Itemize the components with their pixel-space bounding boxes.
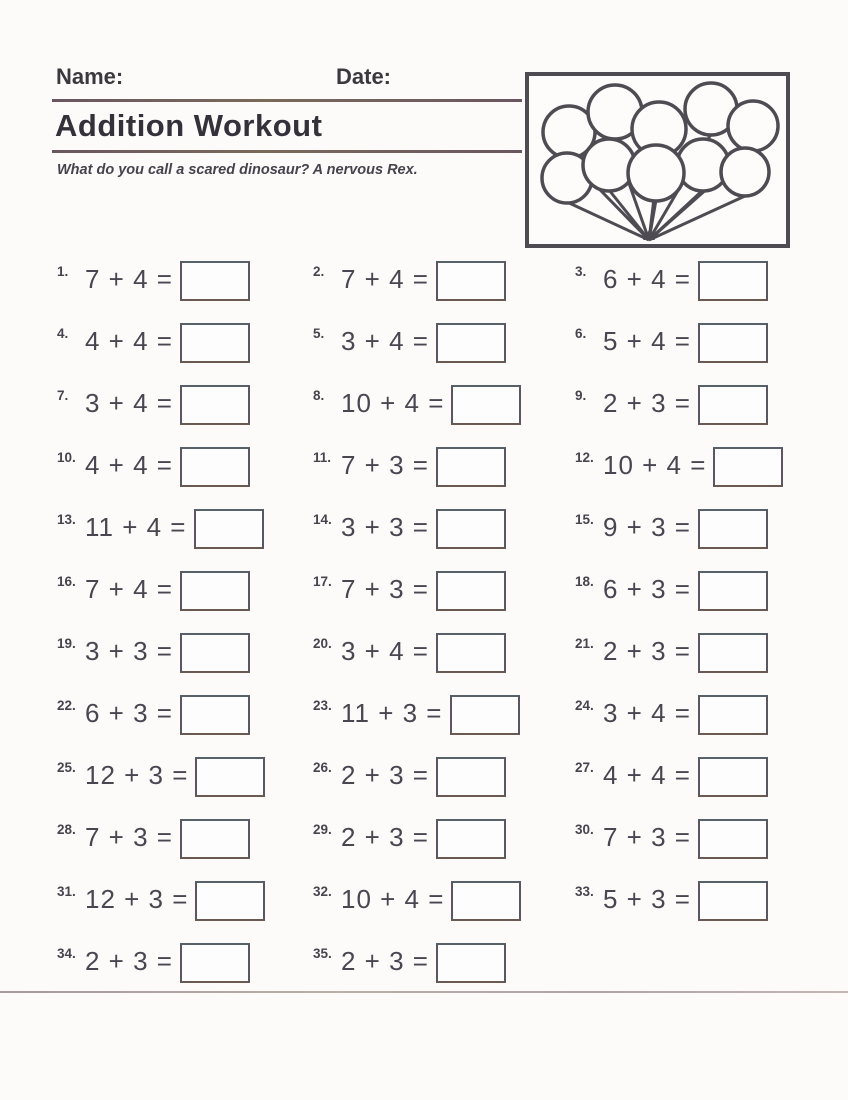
problem-number: 31. — [57, 883, 76, 899]
problem-number: 24. — [575, 697, 594, 713]
problem-number: 30. — [575, 821, 594, 837]
answer-box[interactable] — [195, 881, 265, 921]
problem-number: 13. — [57, 511, 76, 527]
problem-item — [313, 434, 575, 496]
problem-expression: 6 + 3 = — [85, 697, 173, 728]
answer-box[interactable] — [180, 695, 250, 735]
answer-box[interactable] — [436, 509, 506, 549]
problem-number: 12. — [575, 449, 594, 465]
answer-box[interactable] — [698, 695, 768, 735]
problem-expression: 3 + 4 = — [603, 697, 691, 728]
problem-number: 9. — [575, 387, 587, 403]
problem-item — [313, 682, 575, 744]
problem-item — [313, 930, 575, 992]
problem-expression: 10 + 4 = — [603, 449, 707, 480]
answer-box[interactable] — [698, 385, 768, 425]
answer-box[interactable] — [698, 261, 768, 301]
name-label: Name: — [56, 64, 124, 89]
answer-box[interactable] — [713, 447, 783, 487]
problem-number: 14. — [313, 511, 332, 527]
problem-item — [313, 310, 575, 372]
problem-expression: 3 + 4 = — [341, 325, 429, 356]
answer-box[interactable] — [698, 881, 768, 921]
problem-number: 23. — [313, 697, 332, 713]
problem-expression: 7 + 3 = — [85, 821, 173, 852]
problem-expression: 7 + 4 = — [85, 573, 173, 604]
footer-rule — [0, 991, 848, 993]
problem-number: 4. — [57, 325, 69, 341]
problem-number: 11. — [313, 449, 332, 465]
problem-number: 27. — [575, 759, 594, 775]
problem-expression: 6 + 3 = — [603, 573, 691, 604]
problem-number: 18. — [575, 573, 594, 589]
answer-box[interactable] — [698, 571, 768, 611]
answer-box[interactable] — [180, 447, 250, 487]
answer-box[interactable] — [451, 881, 521, 921]
problem-expression: 12 + 3 = — [85, 759, 189, 790]
problem-expression: 3 + 3 = — [341, 511, 429, 542]
problem-number: 34. — [57, 945, 76, 961]
problem-number: 1. — [57, 263, 69, 279]
problem-number: 21. — [575, 635, 594, 651]
problem-expression: 3 + 4 = — [85, 387, 173, 418]
problem-expression: 2 + 3 = — [341, 945, 429, 976]
problem-item — [313, 620, 575, 682]
problem-expression: 9 + 3 = — [603, 511, 691, 542]
answer-box[interactable] — [180, 323, 250, 363]
problem-expression: 11 + 3 = — [341, 697, 443, 728]
problem-expression: 10 + 4 = — [341, 883, 445, 914]
problem-number: 10. — [57, 449, 76, 465]
problem-item — [57, 620, 313, 682]
problem-item — [575, 868, 801, 930]
problem-item — [575, 248, 801, 310]
answer-box[interactable] — [180, 385, 250, 425]
problem-item — [313, 744, 575, 806]
answer-box[interactable] — [194, 509, 264, 549]
answer-box[interactable] — [698, 757, 768, 797]
problem-expression: 7 + 4 = — [341, 263, 429, 294]
problem-expression: 2 + 3 = — [341, 821, 429, 852]
answer-box[interactable] — [451, 385, 521, 425]
problem-expression: 4 + 4 = — [85, 325, 173, 356]
balloon-bunch-illustration — [525, 72, 790, 248]
problem-expression: 2 + 3 = — [603, 635, 691, 666]
title-rule — [52, 150, 522, 153]
answer-box[interactable] — [698, 633, 768, 673]
problem-item — [313, 372, 575, 434]
problem-item — [57, 248, 313, 310]
problem-number: 16. — [57, 573, 76, 589]
problem-item — [575, 558, 801, 620]
answer-box[interactable] — [180, 633, 250, 673]
problem-expression: 11 + 4 = — [85, 511, 187, 542]
problem-item — [57, 310, 313, 372]
answer-box[interactable] — [195, 757, 265, 797]
problem-expression: 7 + 3 = — [603, 821, 691, 852]
problem-item — [575, 496, 801, 558]
problem-item — [57, 930, 313, 992]
problem-number: 29. — [313, 821, 332, 837]
problem-expression: 12 + 3 = — [85, 883, 189, 914]
problem-expression: 3 + 4 = — [341, 635, 429, 666]
date-label: Date: — [336, 64, 392, 89]
problem-item — [575, 806, 801, 868]
problem-item — [313, 496, 575, 558]
answer-box[interactable] — [436, 447, 506, 487]
problem-item — [57, 372, 313, 434]
problem-number: 7. — [57, 387, 69, 403]
problem-number: 3. — [575, 263, 587, 279]
joke-text: What do you call a scared dinosaur? A nervous Rex. — [57, 162, 418, 178]
problem-expression: 2 + 3 = — [85, 945, 173, 976]
problem-number: 19. — [57, 635, 76, 651]
problem-item — [313, 806, 575, 868]
problem-number: 20. — [313, 635, 332, 651]
problem-expression: 5 + 3 = — [603, 883, 691, 914]
answer-box[interactable] — [698, 509, 768, 549]
problem-item — [575, 434, 801, 496]
answer-box[interactable] — [436, 757, 506, 797]
answer-box[interactable] — [436, 571, 506, 611]
answer-box[interactable] — [436, 323, 506, 363]
problem-expression: 10 + 4 = — [341, 387, 445, 418]
answer-box[interactable] — [436, 633, 506, 673]
problem-item — [57, 744, 313, 806]
problem-number: 28. — [57, 821, 76, 837]
problem-expression: 5 + 4 = — [603, 325, 691, 356]
problem-expression: 7 + 4 = — [85, 263, 173, 294]
problem-expression: 2 + 3 = — [341, 759, 429, 790]
problem-item — [313, 248, 575, 310]
problem-number: 5. — [313, 325, 325, 341]
problem-number: 25. — [57, 759, 76, 775]
page-title: Addition Workout — [55, 108, 323, 143]
answer-box[interactable] — [436, 261, 506, 301]
problem-number: 17. — [313, 573, 332, 589]
header-rule — [52, 99, 522, 102]
problem-number: 32. — [313, 883, 332, 899]
problem-item — [57, 806, 313, 868]
problem-expression: 4 + 4 = — [85, 449, 173, 480]
problem-expression: 3 + 3 = — [85, 635, 173, 666]
problem-number: 15. — [575, 511, 594, 527]
problem-number: 33. — [575, 883, 594, 899]
answer-box[interactable] — [450, 695, 520, 735]
problem-item — [57, 496, 313, 558]
answer-box[interactable] — [180, 943, 250, 983]
problem-expression: 2 + 3 = — [603, 387, 691, 418]
problem-number: 26. — [313, 759, 332, 775]
problem-expression: 4 + 4 = — [603, 759, 691, 790]
problems-grid — [57, 248, 801, 992]
problem-expression: 7 + 3 = — [341, 449, 429, 480]
problem-item — [575, 682, 801, 744]
answer-box[interactable] — [436, 819, 506, 859]
problem-number: 22. — [57, 697, 76, 713]
problem-number: 6. — [575, 325, 587, 341]
answer-box[interactable] — [180, 819, 250, 859]
problem-item — [57, 868, 313, 930]
problem-item — [575, 620, 801, 682]
answer-box[interactable] — [180, 571, 250, 611]
problem-item — [57, 558, 313, 620]
problem-item — [313, 868, 575, 930]
problem-number: 2. — [313, 263, 325, 279]
answer-box[interactable] — [180, 261, 250, 301]
problem-item — [575, 310, 801, 372]
problem-item — [57, 434, 313, 496]
problem-item — [575, 744, 801, 806]
answer-box[interactable] — [698, 323, 768, 363]
problem-expression: 6 + 4 = — [603, 263, 691, 294]
problem-item — [313, 558, 575, 620]
problem-item — [57, 682, 313, 744]
problem-number: 35. — [313, 945, 332, 961]
problem-expression: 7 + 3 = — [341, 573, 429, 604]
problem-number: 8. — [313, 387, 325, 403]
answer-box[interactable] — [698, 819, 768, 859]
problem-item — [575, 372, 801, 434]
answer-box[interactable] — [436, 943, 506, 983]
